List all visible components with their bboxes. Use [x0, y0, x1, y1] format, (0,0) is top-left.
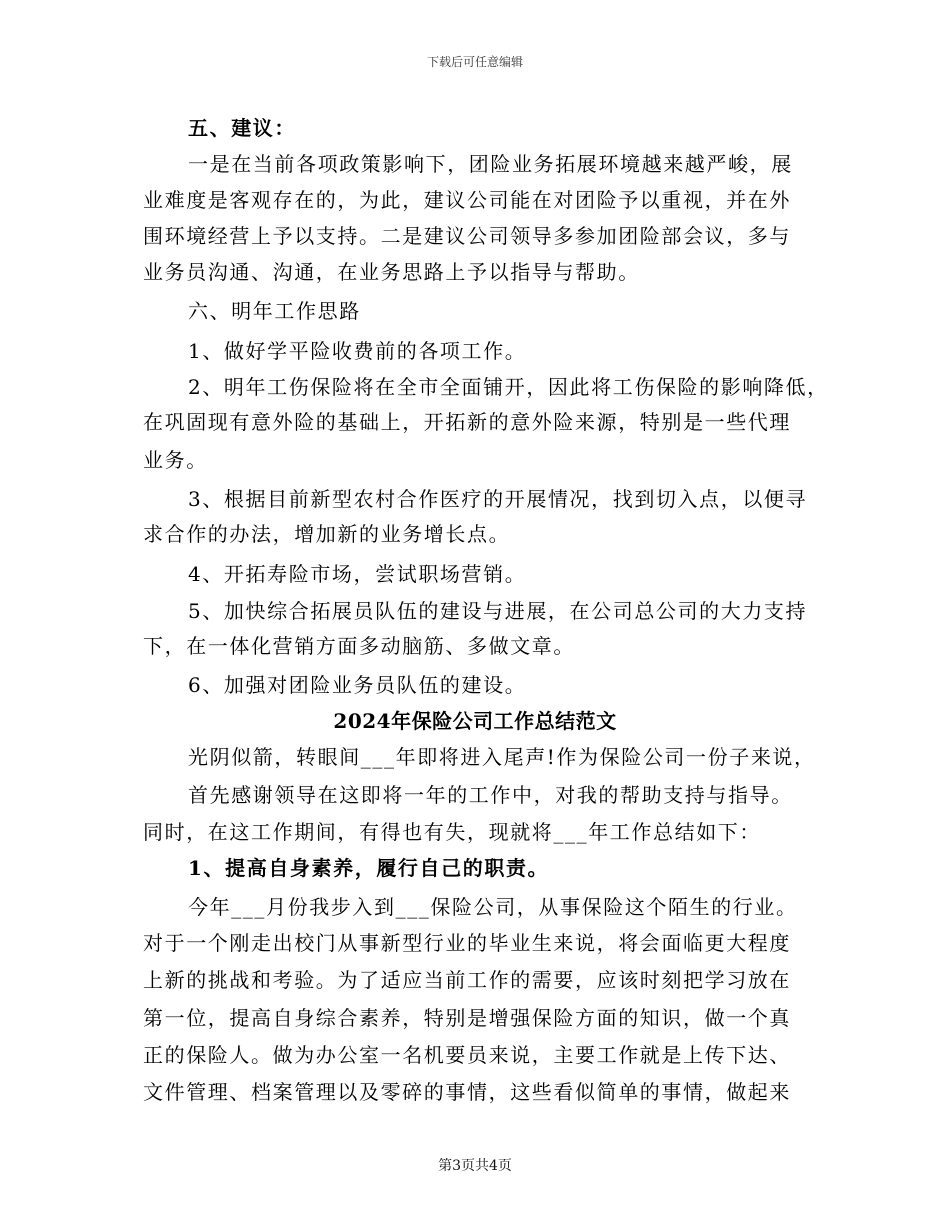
point1-paragraph-line: 第一位，提高自身综合素养，特别是增强保险方面的知识，做一个真	[143, 1006, 791, 1030]
intro-line: 首先感谢领导在这即将一年的工作中，对我的帮助支持与指导。	[188, 783, 793, 807]
point1-paragraph-line: 正的保险人。做为办公室一名机要员来说，主要工作就是上传下达、	[143, 1043, 791, 1067]
list-item-3-line: 3、根据目前新型农村合作医疗的开展情况，找到切入点，以便寻	[188, 487, 808, 511]
list-item-5-line: 5、加快综合拓展员队伍的建设与进展，在公司总公司的大力支持	[188, 599, 808, 623]
intro-line: 同时，在这工作期间，有得也有失，现就将___年工作总结如下：	[143, 820, 761, 844]
section5-paragraph-line: 一是在当前各项政策影响下，团险业务拓展环境越来越严峻，展	[188, 152, 793, 176]
list-item-1: 1、做好学平险收费前的各项工作。	[188, 339, 527, 363]
section5-paragraph-line: 业难度是客观存在的，为此，建议公司能在对团险予以重视，并在外	[143, 188, 791, 212]
point1-paragraph-line: 对于一个刚走出校门从事新型行业的毕业生来说，将会面临更大程度	[143, 931, 791, 955]
list-item-4: 4、开拓寿险市场，尝试职场营销。	[188, 562, 527, 586]
list-item-2-line: 在巩固现有意外险的基础上，开拓新的意外险来源，特别是一些代理	[143, 410, 791, 434]
point1-paragraph-line: 文件管理、档案管理以及零碎的事情，这些看似简单的事情，做起来	[143, 1080, 791, 1104]
list-item-6: 6、加强对团险业务员队伍的建设。	[188, 673, 527, 697]
list-item-2-line: 2、明年工伤保险将在全市全面铺开，因此将工伤保险的影响降低，	[188, 375, 829, 399]
page-number: 第3页共4页	[438, 1158, 512, 1174]
section6-heading: 六、明年工作思路	[188, 299, 361, 323]
document-title: 2024年保险公司工作总结范文	[333, 709, 617, 733]
point1-paragraph-line: 上新的挑战和考验。为了适应当前工作的需要，应该时刻把学习放在	[143, 968, 791, 992]
section5-heading: 五、建议：	[188, 116, 296, 140]
section5-paragraph-line: 业务员沟通、沟通，在业务思路上予以指导与帮助。	[143, 260, 640, 284]
list-item-2-line: 业务。	[143, 448, 208, 472]
list-item-5-line: 下，在一体化营销方面多动脑筋、多做文章。	[143, 634, 575, 658]
point1-heading: 1、提高自身素养，履行自己的职责。	[188, 856, 550, 880]
intro-line: 光阴似箭，转眼间___年即将进入尾声!作为保险公司一份子来说，	[188, 745, 816, 769]
section5-paragraph-line: 围环境经营上予以支持。二是建议公司领导多参加团险部会议，多与	[143, 224, 791, 248]
point1-paragraph-line: 今年___月份我步入到___保险公司，从事保险这个陌生的行业。	[188, 895, 798, 919]
page-header-note: 下载后可任意编辑	[426, 55, 523, 69]
list-item-3-line: 求合作的办法，增加新的业务增长点。	[143, 522, 511, 546]
